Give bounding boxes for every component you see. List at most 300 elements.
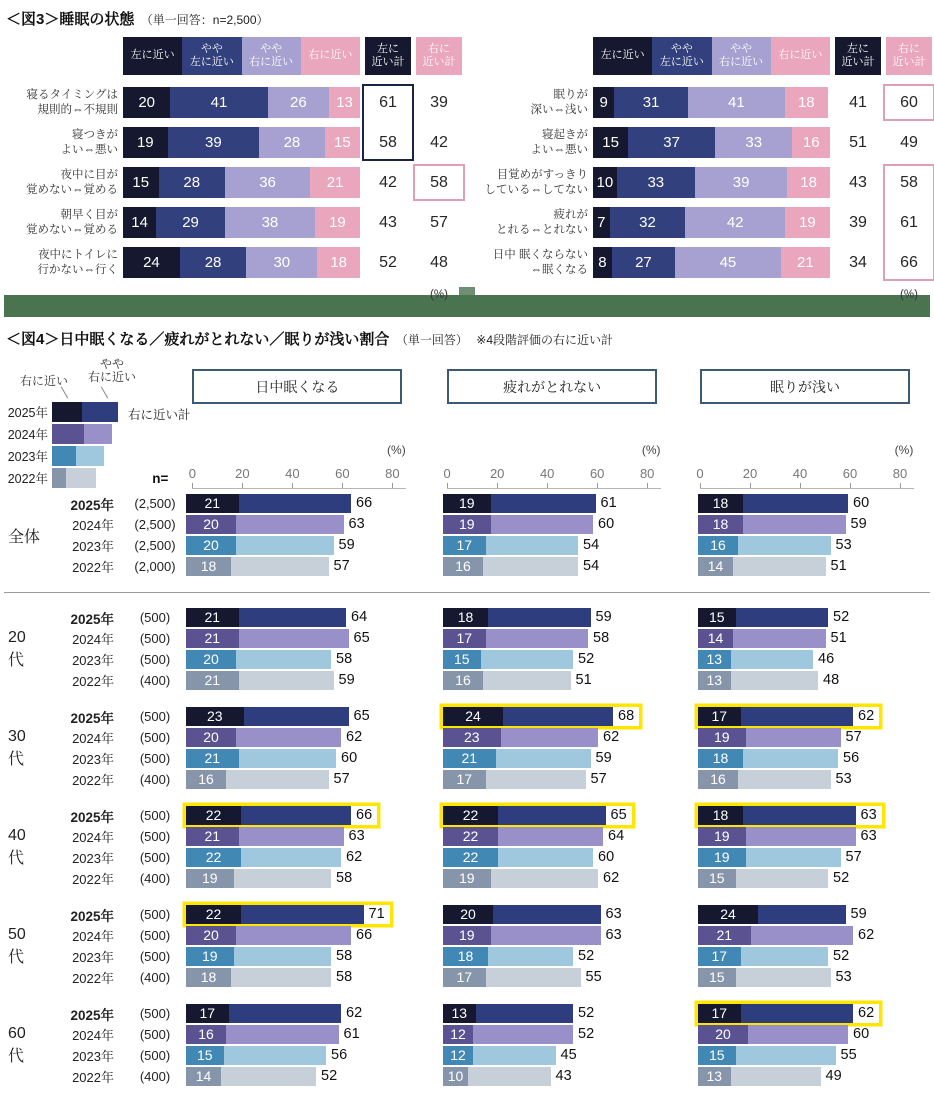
legend-swatch-somewhat bbox=[76, 446, 104, 466]
bar-total-value: 68 bbox=[618, 708, 635, 725]
bar-line bbox=[443, 1067, 572, 1086]
bar-cell bbox=[443, 1067, 698, 1087]
bar-segment-0: 20 bbox=[123, 87, 170, 118]
figure4-title bbox=[4, 326, 930, 357]
bar-seg-somewhat bbox=[473, 1025, 573, 1044]
bar-seg-somewhat bbox=[748, 1025, 848, 1044]
bar-cell bbox=[186, 1046, 443, 1066]
fig3-rightsum-header: 右に 近い計 bbox=[886, 37, 932, 75]
bar-total-value: 53 bbox=[835, 537, 852, 554]
bar-seg-somewhat bbox=[234, 947, 332, 966]
fig3-row-label: 寝つきが よい⇔悪い bbox=[60, 128, 118, 156]
legend-year-label: 2022年 bbox=[7, 472, 48, 486]
bar-total-value: 65 bbox=[610, 807, 627, 824]
bar-segment-1: 39 bbox=[168, 127, 260, 158]
bar-cell bbox=[443, 1025, 698, 1045]
bar-cell bbox=[443, 515, 698, 535]
year-row bbox=[40, 649, 930, 670]
year-row bbox=[40, 904, 930, 925]
bar-segment-2: 36 bbox=[225, 167, 310, 198]
year-row bbox=[40, 868, 930, 889]
axis-tick-label: 60 bbox=[335, 466, 350, 481]
axis-tick-label: 20 bbox=[235, 466, 250, 481]
bar-total-value: 56 bbox=[331, 1047, 348, 1064]
fig3-rightsum-value: 42 bbox=[430, 133, 448, 151]
bar-seg-near: 20 bbox=[443, 905, 493, 924]
bar-seg-somewhat bbox=[486, 536, 579, 555]
axis-tick-label: 40 bbox=[792, 466, 808, 481]
fig3-leftsum-value: 43 bbox=[849, 173, 867, 191]
bar-total-value: 62 bbox=[346, 849, 363, 866]
bar-cell bbox=[443, 947, 698, 967]
bar-line-highlighted bbox=[698, 707, 879, 726]
bar-line bbox=[186, 749, 357, 768]
axis-percent-label: (%) bbox=[387, 443, 406, 457]
year-label: 2024年 bbox=[72, 830, 114, 845]
bar-line bbox=[443, 671, 592, 690]
year-row bbox=[40, 670, 930, 691]
bar-cell bbox=[186, 608, 443, 628]
n-value: (400) bbox=[139, 970, 171, 985]
bar-seg-somewhat bbox=[741, 707, 854, 726]
bar-cell bbox=[698, 728, 930, 748]
bar-cell bbox=[443, 728, 698, 748]
bar-seg-somewhat bbox=[491, 869, 599, 888]
legend-swatch-near bbox=[52, 424, 84, 444]
bar-total-value: 55 bbox=[840, 1047, 857, 1064]
bar-line bbox=[186, 947, 352, 966]
year-row bbox=[40, 514, 930, 535]
year-label: 2023年 bbox=[72, 950, 114, 965]
year-row bbox=[40, 847, 930, 868]
bar-total-value: 58 bbox=[336, 948, 353, 965]
group-rows bbox=[40, 706, 930, 790]
bar-segment-0: 24 bbox=[123, 247, 180, 278]
bar-seg-near: 18 bbox=[698, 515, 743, 534]
bar-seg-somewhat bbox=[239, 629, 349, 648]
panel-title: 日中眠くなる bbox=[192, 369, 402, 404]
bar-cell bbox=[698, 671, 930, 691]
bar-cell bbox=[186, 749, 443, 769]
bar-seg-somewhat bbox=[483, 671, 571, 690]
panel-title: 眠りが浅い bbox=[700, 369, 910, 404]
bar-seg-somewhat bbox=[746, 728, 841, 747]
bar-segment-2: 30 bbox=[246, 247, 317, 278]
bar-cell bbox=[698, 1004, 930, 1024]
bar-seg-near: 18 bbox=[443, 608, 488, 627]
fig3-rightsum-value: 61 bbox=[900, 213, 918, 231]
bar-seg-near: 12 bbox=[443, 1046, 473, 1065]
bar-total-value: 56 bbox=[843, 750, 860, 767]
bar-seg-somewhat bbox=[498, 806, 606, 825]
bar-total-value: 52 bbox=[321, 1068, 338, 1085]
bar-total-value: 51 bbox=[830, 630, 847, 647]
n-value: (2,000) bbox=[134, 559, 176, 574]
legend-item-0: 左に近い bbox=[123, 37, 182, 75]
bar-seg-near: 18 bbox=[443, 947, 488, 966]
bar-cell bbox=[698, 905, 930, 925]
bar-total-value: 59 bbox=[595, 750, 612, 767]
bar-line bbox=[698, 629, 847, 648]
fig4-panel-header-2 bbox=[696, 357, 930, 489]
bar-seg-somewhat bbox=[738, 770, 831, 789]
group-40代 bbox=[4, 805, 930, 889]
n-value: (500) bbox=[139, 949, 171, 964]
fig3-rightsum-value: 58 bbox=[430, 173, 448, 191]
bar-line bbox=[443, 608, 612, 627]
bar-total-value: 64 bbox=[608, 828, 625, 845]
bar-seg-near: 17 bbox=[698, 707, 741, 726]
bar-segment-3: 13 bbox=[329, 87, 360, 118]
bar-seg-somewhat bbox=[741, 1004, 854, 1023]
bar-seg-somewhat bbox=[226, 1025, 339, 1044]
bar-seg-near: 21 bbox=[186, 671, 239, 690]
fig3-rightsum-value: 39 bbox=[430, 93, 448, 111]
year-label: 2024年 bbox=[72, 1028, 114, 1043]
legend-item-1: やや 左に近い bbox=[182, 37, 241, 75]
fig3-stacked-bar bbox=[123, 247, 360, 278]
legend-label-somewhat: やや 右に近い bbox=[88, 357, 137, 385]
bar-line bbox=[698, 557, 847, 576]
year-row bbox=[40, 1003, 930, 1024]
figure3-section bbox=[4, 6, 930, 301]
bar-cell bbox=[698, 536, 930, 556]
bar-line bbox=[698, 869, 849, 888]
bar-segment-2: 45 bbox=[675, 247, 781, 278]
bar-cell bbox=[698, 926, 930, 946]
bar-seg-somewhat bbox=[743, 749, 838, 768]
bar-total-value: 57 bbox=[590, 771, 607, 788]
bar-seg-near: 20 bbox=[186, 728, 236, 747]
bar-total-value: 57 bbox=[845, 729, 862, 746]
bar-seg-near: 18 bbox=[698, 494, 743, 513]
bar-seg-somewhat bbox=[483, 557, 578, 576]
fig3-row-label: 寝起きが よい⇔悪い bbox=[530, 128, 588, 156]
bar-seg-near: 19 bbox=[186, 869, 234, 888]
bar-total-value: 60 bbox=[598, 849, 615, 866]
bar-total-value: 54 bbox=[583, 558, 600, 575]
year-label: 2022年 bbox=[72, 773, 114, 788]
n-value: (500) bbox=[139, 1027, 171, 1042]
panel-axis bbox=[188, 442, 406, 489]
n-value: (500) bbox=[139, 709, 171, 724]
bar-line bbox=[698, 1067, 842, 1086]
group-label: 50代 bbox=[8, 925, 26, 966]
bar-seg-near: 19 bbox=[698, 848, 746, 867]
bar-seg-somewhat bbox=[736, 608, 829, 627]
bar-total-value: 53 bbox=[835, 771, 852, 788]
legend-item-0: 左に近い bbox=[593, 37, 652, 75]
bar-cell bbox=[698, 827, 930, 847]
fig3-legend-cells bbox=[593, 37, 830, 75]
bar-line bbox=[443, 1025, 594, 1044]
year-row bbox=[40, 556, 930, 577]
bar-cell bbox=[443, 926, 698, 946]
group-rows bbox=[40, 607, 930, 691]
axis-tick-label: 40 bbox=[539, 466, 555, 481]
bar-line bbox=[186, 1025, 360, 1044]
bar-cell bbox=[443, 848, 698, 868]
legend-item-2: やや 右に近い bbox=[242, 37, 301, 75]
bar-segment-2: 39 bbox=[695, 167, 787, 198]
fig3-row-label: 夜中に目が 覚めない⇔覚める bbox=[26, 168, 118, 196]
bar-seg-somewhat bbox=[236, 536, 334, 555]
n-value: (400) bbox=[139, 772, 171, 787]
bar-cell bbox=[186, 905, 443, 925]
year-row bbox=[40, 607, 930, 628]
axis-percent-label: (%) bbox=[641, 443, 661, 457]
bar-line bbox=[698, 728, 862, 747]
bar-seg-near: 23 bbox=[186, 707, 244, 726]
axis-tick-label: 60 bbox=[589, 466, 605, 481]
bar-total-value: 59 bbox=[338, 537, 355, 554]
fig3-row bbox=[4, 207, 462, 238]
bar-seg-near: 18 bbox=[186, 557, 231, 576]
fig3-row bbox=[474, 87, 932, 118]
fig3-leftsum-value: 34 bbox=[849, 253, 867, 271]
bar-seg-somewhat bbox=[488, 608, 591, 627]
bar-total-value: 57 bbox=[845, 849, 862, 866]
legend-year-row bbox=[4, 445, 194, 467]
bar-total-value: 71 bbox=[368, 906, 385, 923]
bar-line bbox=[443, 1046, 577, 1065]
bar-seg-near: 20 bbox=[698, 1025, 748, 1044]
fig3-row bbox=[474, 167, 932, 198]
bar-line bbox=[698, 749, 859, 768]
group-rows bbox=[40, 493, 930, 577]
bar-seg-somewhat bbox=[738, 536, 831, 555]
bar-cell bbox=[698, 869, 930, 889]
group-全体 bbox=[4, 493, 930, 577]
group-label: 20代 bbox=[8, 628, 26, 669]
bar-seg-near: 14 bbox=[698, 629, 733, 648]
bar-seg-somewhat bbox=[486, 629, 589, 648]
bar-line bbox=[443, 905, 622, 924]
fig3-leftsum-value: 58 bbox=[379, 133, 397, 151]
axis-tick-label: 60 bbox=[842, 466, 858, 481]
fig3-stacked-bar bbox=[593, 207, 830, 238]
bar-line bbox=[698, 848, 862, 867]
bar-seg-somewhat bbox=[241, 848, 341, 867]
bar-seg-near: 15 bbox=[698, 1046, 736, 1065]
bar-line-highlighted bbox=[443, 707, 639, 726]
bar-cell bbox=[186, 848, 443, 868]
year-row bbox=[40, 535, 930, 556]
n-value: (500) bbox=[139, 850, 171, 865]
bar-cell bbox=[186, 968, 443, 988]
bar-seg-somewhat bbox=[736, 869, 829, 888]
bar-seg-near: 17 bbox=[186, 1004, 229, 1023]
bar-seg-near: 15 bbox=[698, 968, 736, 987]
year-row bbox=[40, 826, 930, 847]
bar-cell bbox=[443, 749, 698, 769]
figure4-title-note: ※4段階評価の右に近い計 bbox=[476, 333, 614, 347]
bar-seg-near: 13 bbox=[698, 650, 731, 669]
bar-seg-near: 20 bbox=[186, 926, 236, 945]
bar-total-value: 51 bbox=[575, 672, 592, 689]
bar-seg-near: 14 bbox=[186, 1067, 221, 1086]
bar-line bbox=[443, 770, 607, 789]
n-value: (500) bbox=[139, 808, 171, 823]
fig3-stacked-bar bbox=[123, 127, 360, 158]
bar-total-value: 66 bbox=[356, 927, 373, 944]
fig3-leftsum-value: 43 bbox=[379, 213, 397, 231]
fig3-left-chart bbox=[4, 37, 462, 301]
bar-seg-near: 20 bbox=[186, 536, 236, 555]
legend-swatch-somewhat bbox=[84, 424, 112, 444]
bar-cell bbox=[443, 968, 698, 988]
bar-seg-near: 24 bbox=[698, 905, 758, 924]
bar-cell bbox=[443, 770, 698, 790]
group-label: 30代 bbox=[8, 727, 26, 768]
fig3-row bbox=[4, 247, 462, 278]
bar-seg-near: 19 bbox=[698, 728, 746, 747]
bar-line bbox=[443, 749, 612, 768]
bar-line bbox=[698, 926, 874, 945]
bar-segment-2: 38 bbox=[225, 207, 315, 238]
bar-line-highlighted bbox=[186, 905, 390, 924]
bar-total-value: 57 bbox=[333, 558, 350, 575]
bar-line bbox=[698, 494, 869, 513]
year-row bbox=[40, 493, 930, 514]
bar-total-value: 59 bbox=[595, 609, 612, 626]
group-20代 bbox=[4, 607, 930, 691]
bar-total-value: 62 bbox=[858, 927, 875, 944]
bar-line bbox=[443, 557, 599, 576]
fig3-rightsum-value: 49 bbox=[900, 133, 918, 151]
bar-seg-near: 17 bbox=[698, 947, 741, 966]
bar-cell bbox=[698, 749, 930, 769]
bar-seg-near: 15 bbox=[443, 650, 481, 669]
bar-seg-somewhat bbox=[241, 905, 364, 924]
bar-cell bbox=[186, 557, 443, 577]
bar-seg-somewhat bbox=[498, 848, 593, 867]
year-label: 2023年 bbox=[72, 653, 114, 668]
bar-segment-2: 26 bbox=[268, 87, 330, 118]
legend-item-3: 右に近い bbox=[301, 37, 360, 75]
bar-line bbox=[443, 515, 614, 534]
bar-seg-near: 23 bbox=[443, 728, 501, 747]
year-row bbox=[40, 805, 930, 826]
bar-total-value: 63 bbox=[348, 516, 365, 533]
bar-total-value: 60 bbox=[853, 495, 870, 512]
bar-seg-near: 19 bbox=[443, 869, 491, 888]
bar-total-value: 52 bbox=[578, 948, 595, 965]
year-row bbox=[40, 769, 930, 790]
bar-seg-somewhat bbox=[221, 1067, 316, 1086]
figure3-charts bbox=[4, 37, 930, 301]
n-value: (500) bbox=[139, 610, 171, 625]
year-label: 2022年 bbox=[72, 674, 114, 689]
year-label: 2024年 bbox=[72, 632, 114, 647]
bar-seg-near: 17 bbox=[443, 968, 486, 987]
axis-tick-label: 20 bbox=[489, 466, 505, 481]
bar-line bbox=[698, 536, 852, 555]
year-row bbox=[40, 1066, 930, 1087]
year-label: 2022年 bbox=[72, 560, 114, 575]
year-label: 2025年 bbox=[70, 710, 114, 726]
year-label: 2023年 bbox=[72, 1049, 114, 1064]
divider-notch bbox=[459, 287, 475, 295]
bar-total-value: 45 bbox=[560, 1047, 577, 1064]
fig3-row bbox=[4, 127, 462, 158]
bar-total-value: 58 bbox=[336, 969, 353, 986]
bar-seg-near: 16 bbox=[186, 1025, 226, 1044]
fig3-stacked-bar bbox=[593, 167, 830, 198]
bar-segment-3: 19 bbox=[785, 207, 830, 238]
year-label: 2022年 bbox=[72, 1070, 114, 1085]
group-label: 40代 bbox=[8, 826, 26, 867]
bar-total-value: 63 bbox=[860, 828, 877, 845]
legend-swatch-near bbox=[52, 402, 82, 422]
group-50代 bbox=[4, 904, 930, 988]
panel-axis bbox=[443, 442, 661, 489]
total-groups-separator bbox=[4, 592, 930, 593]
bar-cell bbox=[186, 629, 443, 649]
bar-cell bbox=[698, 494, 930, 514]
bar-seg-somewhat bbox=[501, 728, 599, 747]
bar-line bbox=[698, 770, 852, 789]
bar-cell bbox=[698, 848, 930, 868]
bar-line bbox=[186, 650, 352, 669]
bar-seg-somewhat bbox=[498, 827, 603, 846]
bar-cell bbox=[186, 671, 443, 691]
bar-segment-3: 18 bbox=[787, 167, 830, 198]
bar-line bbox=[186, 1004, 362, 1023]
bar-total-value: 48 bbox=[823, 672, 840, 689]
n-value: (500) bbox=[139, 829, 171, 844]
bar-seg-near: 22 bbox=[186, 848, 241, 867]
bar-seg-somewhat bbox=[239, 671, 334, 690]
bar-segment-0: 14 bbox=[123, 207, 156, 238]
fig3-row bbox=[474, 127, 932, 158]
legend-label-near: 右に近い bbox=[20, 374, 69, 388]
bar-seg-near: 17 bbox=[443, 770, 486, 789]
bar-cell bbox=[186, 515, 443, 535]
bar-seg-somewhat bbox=[733, 557, 826, 576]
bar-segment-1: 32 bbox=[610, 207, 686, 238]
bar-line bbox=[698, 671, 839, 690]
bar-seg-somewhat bbox=[486, 968, 581, 987]
bar-segment-1: 31 bbox=[614, 87, 687, 118]
bar-cell bbox=[443, 650, 698, 670]
bar-segment-1: 41 bbox=[170, 87, 267, 118]
axis-tick-label: 0 bbox=[696, 466, 704, 481]
year-label: 2024年 bbox=[72, 518, 114, 533]
bar-seg-somewhat bbox=[229, 1004, 342, 1023]
bar-line-highlighted bbox=[443, 806, 632, 825]
bar-seg-somewhat bbox=[473, 1046, 556, 1065]
fig3-legend-row bbox=[474, 37, 932, 75]
n-value: (500) bbox=[139, 631, 171, 646]
bar-line bbox=[698, 968, 852, 987]
bar-line bbox=[698, 947, 849, 966]
bar-total-value: 58 bbox=[336, 651, 353, 668]
bar-seg-near: 10 bbox=[443, 1067, 468, 1086]
bar-total-value: 66 bbox=[356, 807, 373, 824]
bar-total-value: 62 bbox=[346, 729, 363, 746]
fig3-rightsum-value: 66 bbox=[900, 253, 918, 271]
bar-line bbox=[186, 629, 370, 648]
bar-seg-near: 22 bbox=[443, 827, 498, 846]
bar-cell bbox=[186, 650, 443, 670]
bar-seg-near: 21 bbox=[186, 494, 239, 513]
bar-total-value: 58 bbox=[336, 870, 353, 887]
bar-cell bbox=[443, 806, 698, 826]
n-value: (2,500) bbox=[134, 496, 176, 511]
fig3-row-label: 寝るタイミングは 規則的⇔不規則 bbox=[26, 88, 118, 116]
year-label: 2025年 bbox=[70, 497, 114, 513]
